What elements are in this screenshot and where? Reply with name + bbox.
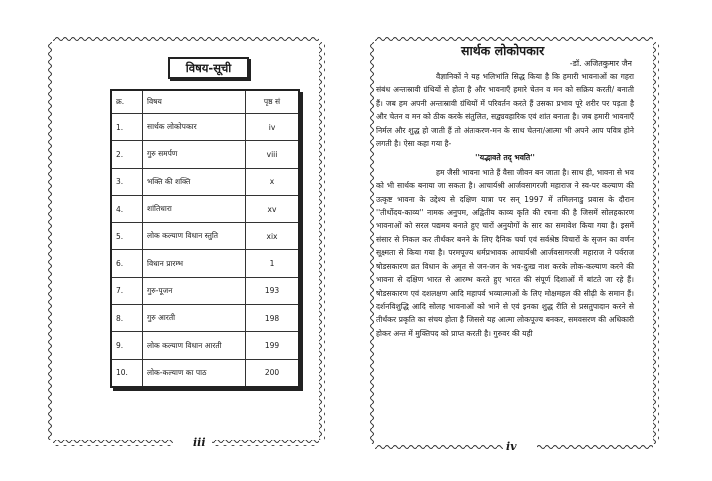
row-page: 1 (246, 250, 300, 277)
row-serial: 7. (111, 277, 143, 304)
toc-title: विषय-सूची (168, 57, 249, 79)
row-page: x (246, 168, 300, 195)
row-page: 199 (246, 332, 300, 359)
article-author: -डॉ. अजितकुमार जैन (569, 59, 632, 68)
article-body (376, 70, 634, 340)
row-serial: 6. (111, 250, 143, 277)
table-row (111, 277, 299, 304)
table-row (111, 305, 299, 332)
row-subject: लोक-कल्याण का पाठ (143, 359, 246, 387)
row-serial: 2. (111, 141, 143, 168)
row-page: xv (246, 195, 300, 222)
sanskrit-quote: ''यद्भावते तद् भवति'' (475, 153, 535, 163)
row-subject: लोक कल्याण विधान आरती (143, 332, 246, 359)
header-page: पृष्ठ सं (246, 90, 300, 114)
paragraph-2: हम जैसी भावना भाते हैं वैसा जीवन बन जाता है। साथ ही, भावना से भव को भी सार्थक बनाया जा सकता है। आचार्यश्री आर्जवसागरजी महाराज ने स्व-पर कल्याण की उत्कृष्ट भावना के उद्देश्य से दक्षिण यात्रा पर सन् 1997 में तमिलनाडु प्रवास के दौरान ''तीर्थोदय-काव्य'' नामक अनुपम, अद्वितीय काव्य कृति की रचना की है जिसमें सोलहकारण भावनाओं को सरल पद्यमय बनाते हुए चारों अनुयोगों के सार का समावेश किया गया है। इसमें संसार से निकल कर तीर्थंकर बनने के लिए दैनिक चर्या एवं सर्वश्रेष्ठ विचारों के सृजन का वर्णन सूक्ष्मता से किया गया है। परमपूज्य धर्मप्रभावक आचार्यश्री आर्जवसागरजी महाराज ने पर्वराज षोडसकारण व्रत विधान के अमृत से जन-जन के भव-दुःख नाश करके लोक-कल्याण करने की भावना से दक्षिण भारत से आरम्भ करते हुए भारत की संपूर्ण दिशाओं में बांटते जा रहे हैं। षोडसकारण एवं दशलक्षण आदि महापर्व भव्यात्माओं के लिए मोक्षमहल की सीढ़ी के समान हैं। दर्शनविशुद्धि आदि सोलह भावनाओं को भाने से एवं इनका शुद्ध रीति से प्रसतुपादान करने से तीर्थंकर प्रकृति का संचय होता है जिससे यह आत्मा लोकपूज्य बनकर, समवसरण की अधिकारी होकर अन्त में मुक्तिपद को प्राप्त करती है। गुरुवर की यही (376, 167, 634, 338)
row-serial: 8. (111, 305, 143, 332)
row-subject: गुरु समर्पण (143, 141, 246, 168)
article-title: सार्थक लोकोपकार (461, 43, 545, 58)
row-serial: 1. (111, 114, 143, 141)
row-subject: विधान प्रारम्भ (143, 250, 246, 277)
table-row (111, 332, 299, 359)
row-page: iv (246, 114, 300, 141)
paragraph-1: वैज्ञानिकों ने यह भलिभांति सिद्ध किया है कि हमारी भावनाओं का गहरा संबंध अन्तःस्रावी ग्रंथियों से होता है और भावनाएँ हमारे चेतन व मन को सक्रिय करती/ बनाती हैं। जब हम अपनी अन्तःस्रावी ग्रंथियों में परिवर्तन करते हैं उसका प्रभाव पूरे शरीर पर पड़ता है और चेतन व मन को ठीक करके संतुलित, सद्व्यवहारिक एवं शांत बनाता है। जब हमारी भावनाएँ निर्मल और शुद्ध हो जाती हैं तो अंतःकरण-मन के साथ चेतना/आत्मा भी अपने आप पवित्र होने लगती है। ऐसा कहा गया है- (376, 72, 634, 149)
header-subject: विषय (143, 90, 246, 114)
row-subject: लोक कल्याण विधान स्तुति (143, 223, 246, 250)
row-serial: 5. (111, 223, 143, 250)
row-subject: शांतिधारा (143, 195, 246, 222)
table-row (111, 114, 299, 141)
row-page: 200 (246, 359, 300, 387)
row-subject: गुरु आरती (143, 305, 246, 332)
row-serial: 4. (111, 195, 143, 222)
row-subject: भक्ति की शक्ति (143, 168, 246, 195)
table-row (111, 141, 299, 168)
left-page-number: iii (193, 436, 206, 449)
header-serial: क्र. (111, 90, 143, 114)
row-subject: गुरु-पूजन (143, 277, 246, 304)
right-page-number: iv (506, 440, 517, 453)
row-page: 198 (246, 305, 300, 332)
table-row (111, 195, 299, 222)
toc-table (110, 89, 300, 388)
right-page (356, 0, 712, 481)
row-serial: 3. (111, 168, 143, 195)
row-subject: सार्थक लोकोपकार (143, 114, 246, 141)
table-row (111, 359, 299, 387)
toc-header-row (111, 90, 299, 114)
row-page: viii (246, 141, 300, 168)
table-row (111, 250, 299, 277)
row-page: xix (246, 223, 300, 250)
row-serial: 9. (111, 332, 143, 359)
table-row (111, 168, 299, 195)
row-serial: 10. (111, 359, 143, 387)
table-row (111, 223, 299, 250)
row-page: 193 (246, 277, 300, 304)
